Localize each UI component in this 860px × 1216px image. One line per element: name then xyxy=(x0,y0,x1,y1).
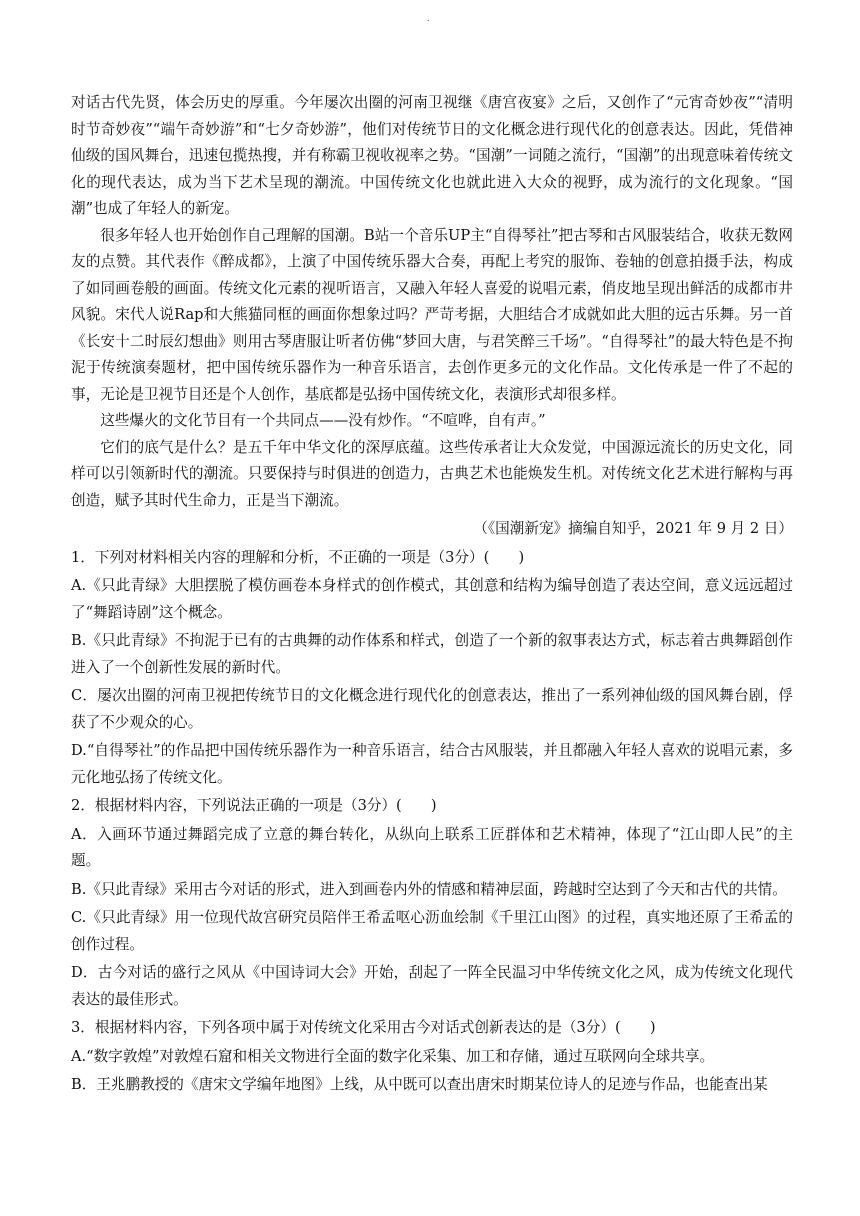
document-page xyxy=(71,90,793,1099)
question-1-option-a: A.《只此青绿》大胆摆脱了模仿画卷本身样式的创作模式，其创意和结构为编导创造了表达空间，意义远远超过了“舞蹈诗剧”这个概念。 xyxy=(71,577,793,621)
question-1-option-c: C．屡次出圈的河南卫视把传统节日的文化概念进行现代化的创意表达，推出了一系列神仙级的国风舞台剧，俘获了不少观众的心。 xyxy=(71,687,793,731)
question-1-option-b: B.《只此青绿》不拘泥于已有的古典舞的动作体系和样式，创造了一个新的叙事表达方式，标志着古典舞蹈创作进入了一个创新性发展的新时代。 xyxy=(71,632,793,676)
question-2-option-b: B.《只此青绿》采用古今对话的形式，进入到画卷内外的情感和精神层面，跨越时空达到了今天和古代的共情。 xyxy=(71,880,787,898)
question-2-option-a: A．入画环节通过舞蹈完成了立意的舞台转化，从纵向上联系工匠群体和艺术精神，体现了“江山即人民”的主题。 xyxy=(71,825,793,869)
question-2-option-d: D．古今对话的盛行之风从《中国诗词大会》开始，刮起了一阵全民温习中华传统文化之风，成为传统文化现代表达的最佳形式。 xyxy=(71,964,793,1008)
question-2-option-c: C.《只此青绿》用一位现代故宫研究员陪伴王希孟呕心沥血绘制《千里江山图》的过程，真实地还原了王希孟的创作过程。 xyxy=(71,909,793,953)
passage-source: （《国潮新宠》摘编自知乎，2021 年 9 月 2 日） xyxy=(473,520,793,537)
question-3-stem: 3．根据材料内容，下列各项中属于对传统文化采用古今对话式创新表达的是（3分）( ) xyxy=(71,1019,656,1036)
question-3-option-b: B．王兆鹏教授的《唐宋文学编年地图》上线，从中既可以查出唐宋时期某位诗人的足迹与作品，也能查出某 xyxy=(71,1076,768,1093)
passage-paragraph-3: 这些爆火的文化节目有一个共同点——没有炒作。“不喧哗，自有声。” xyxy=(100,412,546,429)
passage-paragraph-2: 很多年轻人也开始创作自己理解的国潮。B站一个音乐UP主“自得琴社”把古琴和古风服装结合，收获无数网友的点赞。其代表作《醉成都》，上演了中国传统乐器大合奏，再配上考究的服饰、卷轴的创意拍摄手法，构成了如同画卷般的画面。传统文化元素的视听语言，又融入年轻人喜爱的说唱元素，俏皮地呈现出鲜活的成都市井风貌。宋代人说Rap和大熊猫同框的画面你想象过吗？严苛考据，大胆结合才成就如此大胆的远古乐舞。另一首《长安十二时辰幻想曲》则用古琴唐服让听者仿佛“梦回大唐，与君笑醉三千场”。“自得琴社”的最大特色是不拘泥于传统演奏题材，把中国传统乐器作为一种音乐语言，去创作更多元的文化作品。文化传承是一件了不起的事，无论是卫视节目还是个人创作，基底都是弘扬中国传统文化，表演形式却很多样。 xyxy=(71,226,793,403)
question-3-option-a: A.“数字敦煌”对敦煌石窟和相关文物进行全面的数字化采集、加工和存储，通过互联网向全球共享。 xyxy=(71,1047,715,1065)
header-dot: . xyxy=(427,14,430,23)
question-1-option-d: D.“自得琴社”的作品把中国传统乐器作为一种音乐语言，结合古风服装，并且都融入年轻人喜欢的说唱元素，多元化地弘扬了传统文化。 xyxy=(71,742,793,786)
passage-paragraph-1: 对话古代先贤，体会历史的厚重。今年屡次出圈的河南卫视继《唐宫夜宴》之后，又创作了“元宵奇妙夜”“清明时节奇妙夜”“端午奇妙游”和“七夕奇妙游”，他们对传统节日的文化概念进行现代化的创意表达。因此，凭借神仙级的国风舞台，迅速包揽热搜，并有称霸卫视收视率之势。“国潮”一词随之流行，“国潮”的出现意味着传统文化的现代表达，成为当下艺术呈现的潮流。中国传统文化也就此进入大众的视野，成为流行的文化现象。“国潮”也成了年轻人的新宠。 xyxy=(71,94,793,217)
passage-paragraph-4: 它们的底气是什么？是五千年中华文化的深厚底蕴。这些传承者让大众发觉，中国源远流长的历史文化，同样可以引领新时代的潮流。只要保持与时俱进的创造力，古典艺术也能焕发生机。对传统文化艺术进行解构与再创造，赋予其时代生命力，正是当下潮流。 xyxy=(71,438,793,509)
question-1-stem: 1．下列对材料相关内容的理解和分析，不正确的一项是（3分）( ) xyxy=(71,548,525,566)
question-2-stem: 2．根据材料内容，下列说法正确的一项是（3分）( ) xyxy=(71,797,437,814)
